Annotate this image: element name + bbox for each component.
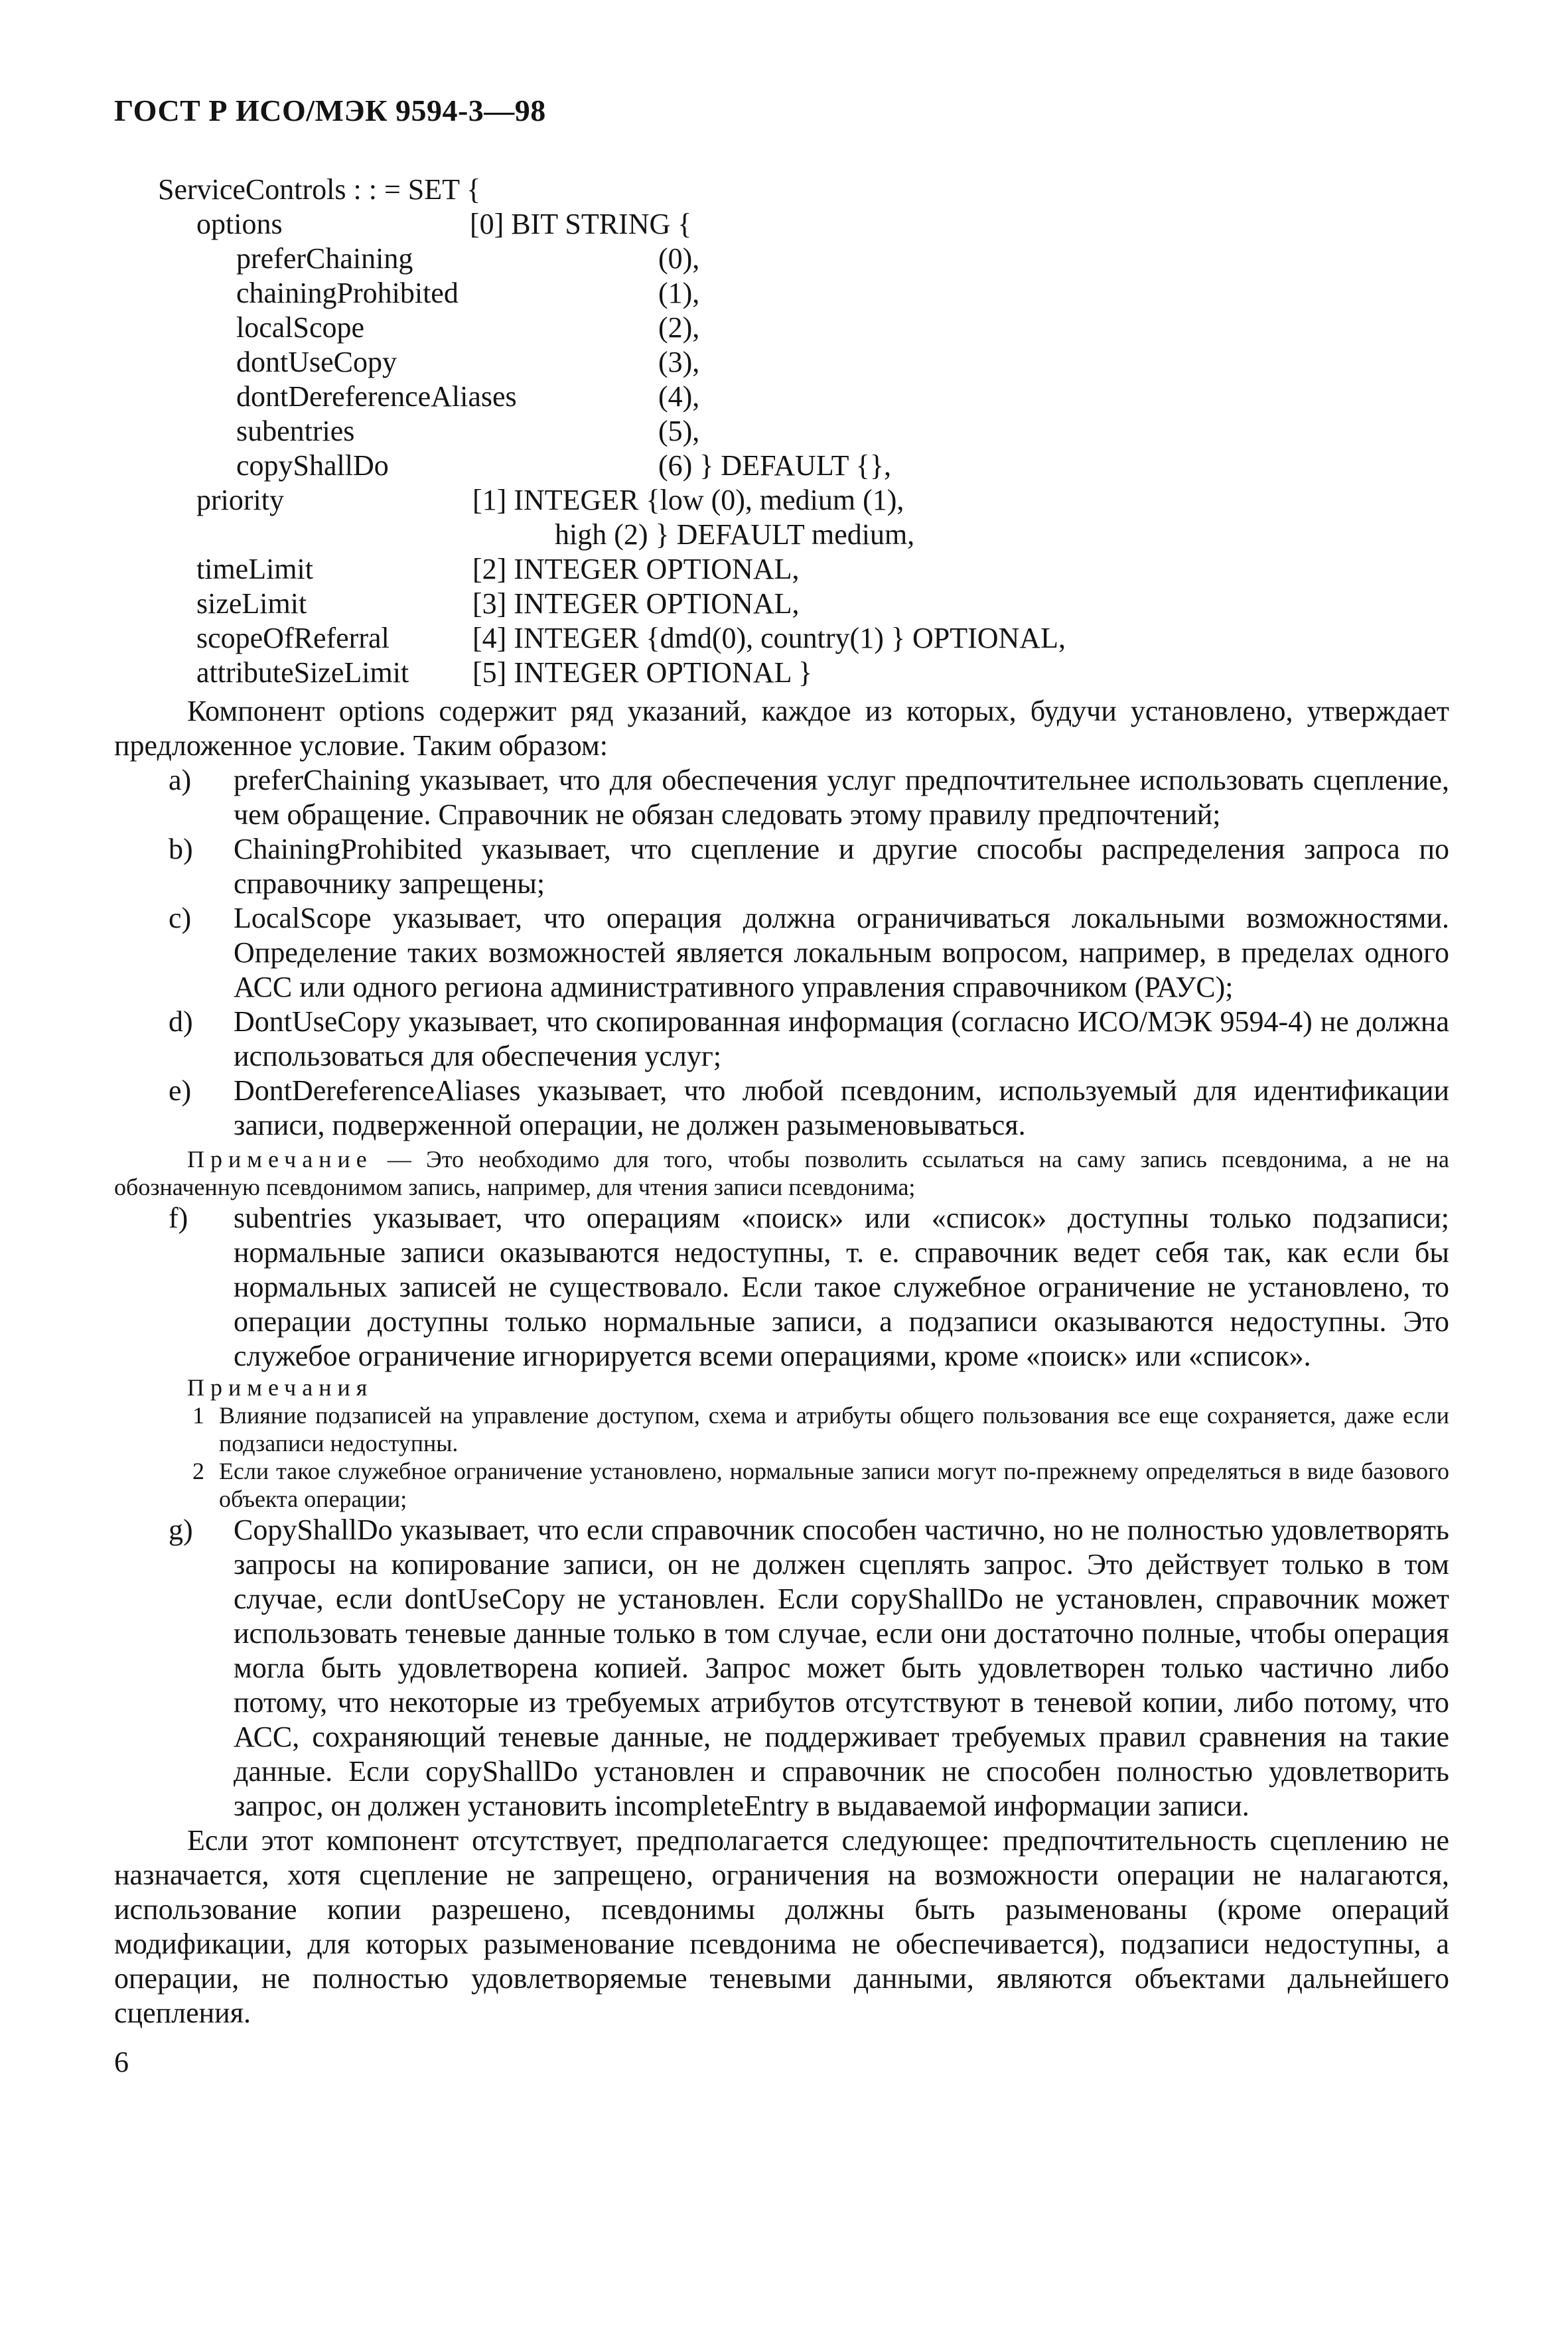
list-item — [114, 763, 1449, 832]
asn-bit-value: (0), — [658, 242, 700, 275]
list-item — [114, 1201, 1449, 1374]
list-item-label: g) — [169, 1514, 193, 1546]
note-number: 1 — [192, 1402, 204, 1429]
notes-label: Примечания — [187, 1374, 374, 1401]
note-item — [114, 1401, 1449, 1457]
note-label: Примечание — [187, 1146, 373, 1172]
list-item-label: a) — [169, 764, 192, 796]
list-item-label: b) — [169, 833, 193, 865]
asn-field-type: [2] INTEGER OPTIONAL, — [472, 553, 800, 585]
list-item-text: CopyShallDo указывает, что если справочник способен частично, но не полностью удовлетворять запросы на копирование записи, он не должен сцеплять запрос. Это действует только в том случае, если dontUseCopy не установлен. Если copyShallDo не установлен, справочник может использовать теневые данные только в том случае, если они достаточно полные, чтобы операция могла быть удовлетворена копией. Запрос может быть удовлетворен только частично либо потому, что некоторые из требуемых атрибутов отсутствуют в теневой копии, либо потому, что АСС, сохраняющий теневые данные, не поддерживает требуемых правил сравнения на такие данные. Если copyShallDo установлен и справочник не способен полностью удовлетворить запрос, он должен установить incompleteEntry в выдаваемой информации записи. — [234, 1514, 1449, 1822]
note-number: 2 — [192, 1458, 204, 1484]
asn-bit-value: (2), — [658, 311, 700, 344]
asn-line: ServiceControls : : = SET { — [158, 173, 481, 206]
asn-field-name: sizeLimit — [196, 587, 307, 620]
notes-heading — [114, 1374, 1449, 1401]
asn-bit-value: (3), — [658, 346, 700, 378]
asn-field-type: [1] INTEGER {low (0), medium (1), — [472, 484, 904, 516]
asn-bit-name: dontUseCopy — [236, 346, 397, 378]
page-number: 6 — [114, 2046, 129, 2078]
asn-field-type: high (2) } DEFAULT medium, — [555, 518, 915, 551]
asn-bit-name: localScope — [236, 311, 365, 344]
asn-field-type: [4] INTEGER {dmd(0), country(1) } OPTIONAL, — [472, 622, 1066, 654]
list-item-text: LocalScope указывает, что операция должна ограничиваться локальными возможностями. Определение таких возможностей является локальным вопросом, например, в пределах одного АСС или одного региона административного управления справочником (РАУС); — [234, 902, 1449, 1003]
asn-bit-value: (4), — [658, 380, 700, 413]
asn-field-name: options — [196, 208, 283, 240]
asn-field-name: attributeSizeLimit — [196, 656, 409, 689]
list-item — [114, 1513, 1449, 1823]
asn-bit-value: (6) } DEFAULT {}, — [658, 449, 891, 482]
list-item-text: DontDereferenceAliases указывает, что любой псевдоним, используемый для идентификации записи, подверженной операции, не должен разыменовываться. — [234, 1074, 1449, 1141]
list-item-label: d) — [169, 1005, 193, 1038]
note-item — [114, 1457, 1449, 1513]
list-item-label: e) — [169, 1074, 192, 1107]
note-text: Влияние подзаписей на управление доступом, схема и атрибуты общего пользования все еще сохраняется, даже если подзаписи недоступны. — [219, 1402, 1449, 1456]
asn-bit-value: (1), — [658, 277, 700, 309]
list-item — [114, 901, 1449, 1005]
asn-field-name: timeLimit — [196, 553, 313, 585]
asn-bit-name: chainingProhibited — [236, 277, 459, 309]
document-body — [114, 694, 1449, 2030]
asn-field-name: priority — [196, 484, 284, 516]
list-item-label: f) — [169, 1202, 188, 1234]
list-item-text: ChainingProhibited указывает, что сцепление и другие способы распределения запроса по справочнику запрещены; — [234, 833, 1449, 900]
asn-field-type: [3] INTEGER OPTIONAL, — [472, 587, 800, 620]
list-item-label: c) — [169, 902, 192, 934]
asn-field-type: [5] INTEGER OPTIONAL } — [472, 656, 812, 689]
list-item — [114, 1074, 1449, 1143]
list-item-text: preferChaining указывает, что для обеспечения услуг предпочтительнее использовать сцепление, чем обращение. Справочник не обязан следовать этому правилу предпочтений; — [234, 764, 1449, 831]
list-item-text: subentries указывает, что операциям «поиск» или «список» доступны только подзаписи; нормальные записи оказываются недоступны, т. е. справочник ведет себя так, как если бы нормальных записей не существовало. Если такое служебное ограничение не установлено, то операции доступны только нормальные записи, а подзаписи оказываются недоступны. Это служебое ограничение игнорируется всеми операциями, кроме «поиск» или «список». — [234, 1202, 1449, 1372]
list-item — [114, 832, 1449, 901]
asn-field-type: [0] BIT STRING { — [470, 208, 692, 240]
asn-bit-name: subentries — [236, 415, 355, 447]
note-paragraph — [114, 1145, 1449, 1201]
asn-bit-name: preferChaining — [236, 242, 413, 275]
asn-bit-value: (5), — [658, 415, 700, 447]
asn-bit-name: dontDereferenceAliases — [236, 380, 517, 413]
closing-paragraph: Если этот компонент отсутствует, предполагается следующее: предпочтительность сцеплению не назначается, хотя сцепление не запрещено, ограничения на возможности операции не налагаются, использование копии разрешено, псевдонимы должны быть разыменованы (кроме операций модификации, для которых разыменование псевдонима не обеспечивается), подзаписи недоступны, а операции, не полностью удовлетворяемые теневыми данными, являются объектами дальнейшего сцепления. — [114, 1824, 1449, 2029]
asn-field-name: scopeOfReferral — [196, 622, 390, 654]
note-text: Если такое служебное ограничение установлено, нормальные записи могут по-прежнему определяться в виде базового объекта операции; — [219, 1458, 1449, 1512]
document-header: ГОСТ Р ИСО/МЭК 9594-3—98 — [114, 94, 546, 127]
intro-paragraph: Компонент options содержит ряд указаний, каждое из которых, будучи установлено, утверждает предложенное условие. Таким образом: — [114, 695, 1449, 762]
asn-bit-name: copyShallDo — [236, 449, 389, 482]
list-item-text: DontUseCopy указывает, что скопированная информация (согласно ИСО/МЭК 9594-4) не должна использоваться для обеспечения услуг; — [234, 1005, 1449, 1072]
note-text: — Это необходимо для того, чтобы позволить ссылаться на саму запись псевдонима, а не на обозначенную псевдонимом запись, например, для чтения записи псевдонима; — [114, 1146, 1449, 1200]
list-item — [114, 1005, 1449, 1074]
